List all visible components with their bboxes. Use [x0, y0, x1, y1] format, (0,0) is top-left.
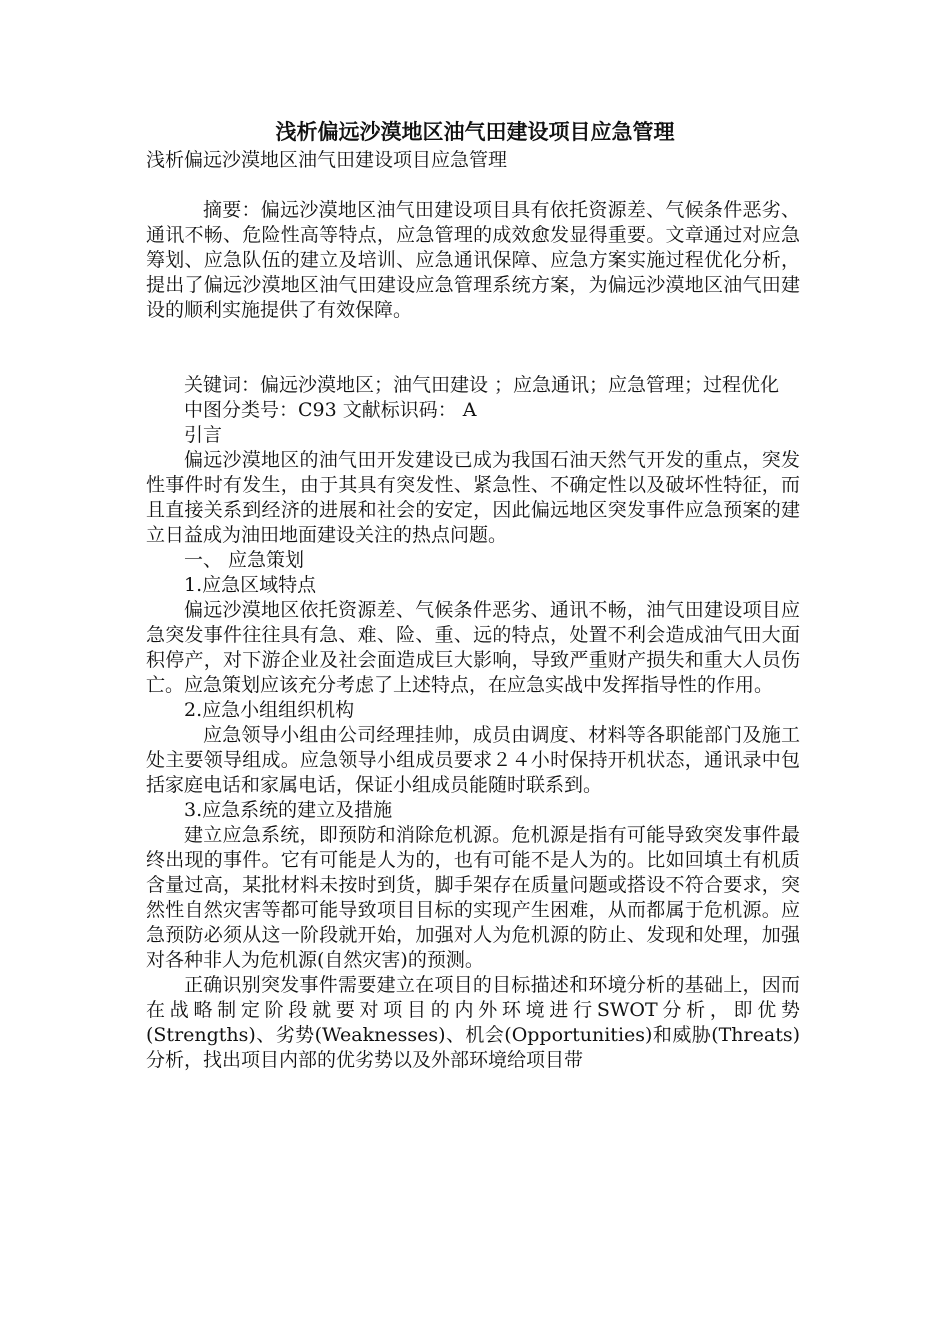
subsection-paragraph-2: 应急领导小组由公司经理挂帅，成员由调度、材料等各职能部门及施工处主要领导组成。应急领导小组成员要求２４小时保持开机状态，通讯录中包括家庭电话和家属电话，保证小组成员能随时联系到。 [146, 724, 800, 796]
subsection-paragraph-3a: 建立应急系统，即预防和消除危机源。危机源是指有可能导致突发事件最终出现的事件。它有可能是人为的，也有可能不是人为的。比如回填土有机质含量过高，某批材料未按时到货，脚手架存在质量问题或搭设不符合要求，突然性自然灾害等都可能导致项目目标的实现产生困难，从而都属于危机源。应急预防必须从这一阶段就开始，加强对人为危机源的防止、发现和处理，加强对各种非人为危机源(自然灾害)的预测。 [146, 824, 800, 971]
document-subtitle: 浅析偏远沙漠地区油气田建设项目应急管理 [146, 149, 508, 171]
intro-heading: 引言 [184, 424, 223, 446]
document-title: 浅析偏远沙漠地区油气田建设项目应急管理 [275, 119, 675, 144]
subsection-paragraph-3b: 正确识别突发事件需要建立在项目的目标描述和环境分析的基础上，因而在战略制定阶段就要对项目的内外环境进行SWOT分析，即优势(Strengths)、劣势(Weaknesses)、机会(Opportunities)和威胁(Threats)分析，找出项目内部的优劣势以及外部环境给项目带 [146, 974, 800, 1071]
section-heading-1: 一、 应急策划 [184, 549, 305, 571]
intro-paragraph: 偏远沙漠地区的油气田开发建设已成为我国石油天然气开发的重点，突发性事件时有发生，由于其具有突发性、紧急性、不确定性以及破坏性特征，而且直接关系到经济的进展和社会的安定，因此偏远地区突发事件应急预案的建立日益成为油田地面建设关注的热点问题。 [146, 449, 800, 546]
subsection-heading-1: 1.应急区域特点 [184, 574, 317, 596]
subsection-heading-3: 3.应急系统的建立及措施 [184, 799, 393, 821]
subsection-heading-2: 2.应急小组组织机构 [184, 699, 355, 721]
abstract-paragraph: 摘要：偏远沙漠地区油气田建设项目具有依托资源差、气候条件恶劣、通讯不畅、危险性高等特点，应急管理的成效愈发显得重要。文章通过对应急筹划、应急队伍的建立及培训、应急通讯保障、应急方案实施过程优化分析，提出了偏远沙漠地区油气田建设应急管理系统方案，为偏远沙漠地区油气田建设的顺利实施提供了有效保障。 [146, 199, 800, 321]
classification-line: 中图分类号：C93 文献标识码： A [184, 399, 477, 421]
keywords-line: 关键词：偏远沙漠地区；油气田建设 ；应急通讯；应急管理；过程优化 [184, 374, 780, 396]
subsection-paragraph-1: 偏远沙漠地区依托资源差、气候条件恶劣、通讯不畅，油气田建设项目应急突发事件往往具有急、难、险、重、远的特点，处置不利会造成油气田大面积停产，对下游企业及社会面造成巨大影响，导致严重财产损失和重大人员伤亡。应急策划应该充分考虑了上述特点，在应急实战中发挥指导性的作用。 [146, 599, 800, 696]
document-body [146, 148, 800, 1073]
